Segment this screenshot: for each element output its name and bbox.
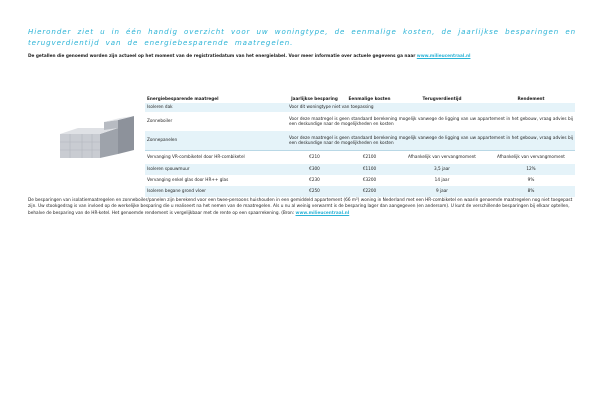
footer-note-text: De besparingen van isolatiemaatregelen en zonneboiler/panelen zijn berekend voor een twee-persoons huishouden in een gemiddeld appartement (66 m²) woning in Nederland met een HR-combiketel en waarin genoemde maatregelen nog niet toegepast zijn. Uw stookgedrag is van invloed op de werkelijke besparing die u realiseert na het nemen van de maatregelen. Als u nu al weinig verwarmt is de besparing lager dan aangegeven (en andersom). U kunt de verschillende besparingen bij elkaar optellen, behalve de besparing van de HR-ketel. Het genoemde rendement is vergelijkbaar met de rente op een spaarrekening. (Bron: (28, 198, 573, 216)
measure-cell: Vervanging VR-combiketel door HR-combiketel (145, 151, 287, 165)
measure-cell: Vervanging enkel glas door HR++ glas (147, 177, 229, 183)
table-row (145, 112, 575, 131)
measure-cell: Zonnepanelen (145, 131, 287, 151)
intro-text: Hieronder ziet u in één handig overzicht voor uw woningtype, de eenmalige kosten, de jaarlijkse besparingen en terugverdientijd van de energiebesparende maatregelen. (28, 27, 576, 47)
house-illustration (60, 114, 142, 160)
table-row (145, 186, 575, 197)
cost-cell: €1100 (342, 164, 397, 175)
info-note (28, 54, 576, 60)
header-measure: Energiebesparende maatregel (147, 96, 219, 101)
header-cost: Eenmalige kosten (348, 96, 391, 101)
table-header-row (145, 84, 575, 103)
yield-cell: Afhankelijk van vervangmoment (487, 151, 575, 165)
span-cell: Voor deze maatregel is geen standaard berekening mogelijk vanwege de ligging van uw appartement in het gebouw, vraag advies bij een deskundige naar de mogelijkheden en kosten (287, 131, 575, 151)
measure-cell: Isoleren begane grond vloer (145, 186, 287, 197)
saving-cell: €250 (287, 186, 342, 197)
payback-cell: Afhankelijk van vervangmoment (397, 151, 487, 165)
saving-cell: €210 (287, 151, 342, 165)
measure-cell: Zonneboiler (147, 118, 173, 124)
table-row (145, 103, 575, 112)
cost-cell: €2200 (342, 186, 397, 197)
cost-cell: €2100 (342, 151, 397, 165)
footer-note (28, 198, 576, 217)
saving-cell: €300 (287, 164, 342, 175)
table-row (145, 131, 575, 151)
info-note-text: De getallen die genoemd worden zijn actueel op het moment van de registratiedatum van het energielabel. Voor meer informatie over actuele gegevens ga naar (28, 54, 416, 59)
payback-cell: 14 jaar (434, 177, 450, 183)
cost-cell: €3200 (362, 177, 377, 183)
table-row (145, 164, 575, 175)
footer-note-link[interactable]: www.milieucentraal.nl (295, 210, 350, 216)
table-row (145, 175, 575, 186)
header-saving: Jaarlijkse besparing (291, 96, 338, 101)
yield-cell: 12% (487, 164, 575, 175)
yield-cell: 8% (487, 186, 575, 197)
table-row (145, 151, 575, 165)
measure-cell: Isoleren dak (145, 103, 287, 112)
saving-cell: €230 (309, 177, 320, 183)
span-cell: Voor deze maatregel is geen standaard berekening mogelijk vanwege de ligging van uw appartement in het gebouw, vraag advies bij een deskundige naar de mogelijkheden en kosten (289, 115, 573, 126)
header-payback: Terugverdientijd (422, 96, 462, 101)
measures-table (145, 84, 575, 197)
measure-cell: Isoleren spouwmuur (145, 164, 287, 175)
yield-cell: 9% (527, 177, 535, 183)
span-cell: Voor dit woningtype niet van toepassing (287, 103, 575, 112)
payback-cell: 9 jaar (397, 186, 487, 197)
header-yield: Rendement (517, 96, 545, 101)
payback-cell: 3,5 jaar (397, 164, 487, 175)
info-note-link[interactable]: www.milieucentraal.nl (416, 54, 471, 59)
